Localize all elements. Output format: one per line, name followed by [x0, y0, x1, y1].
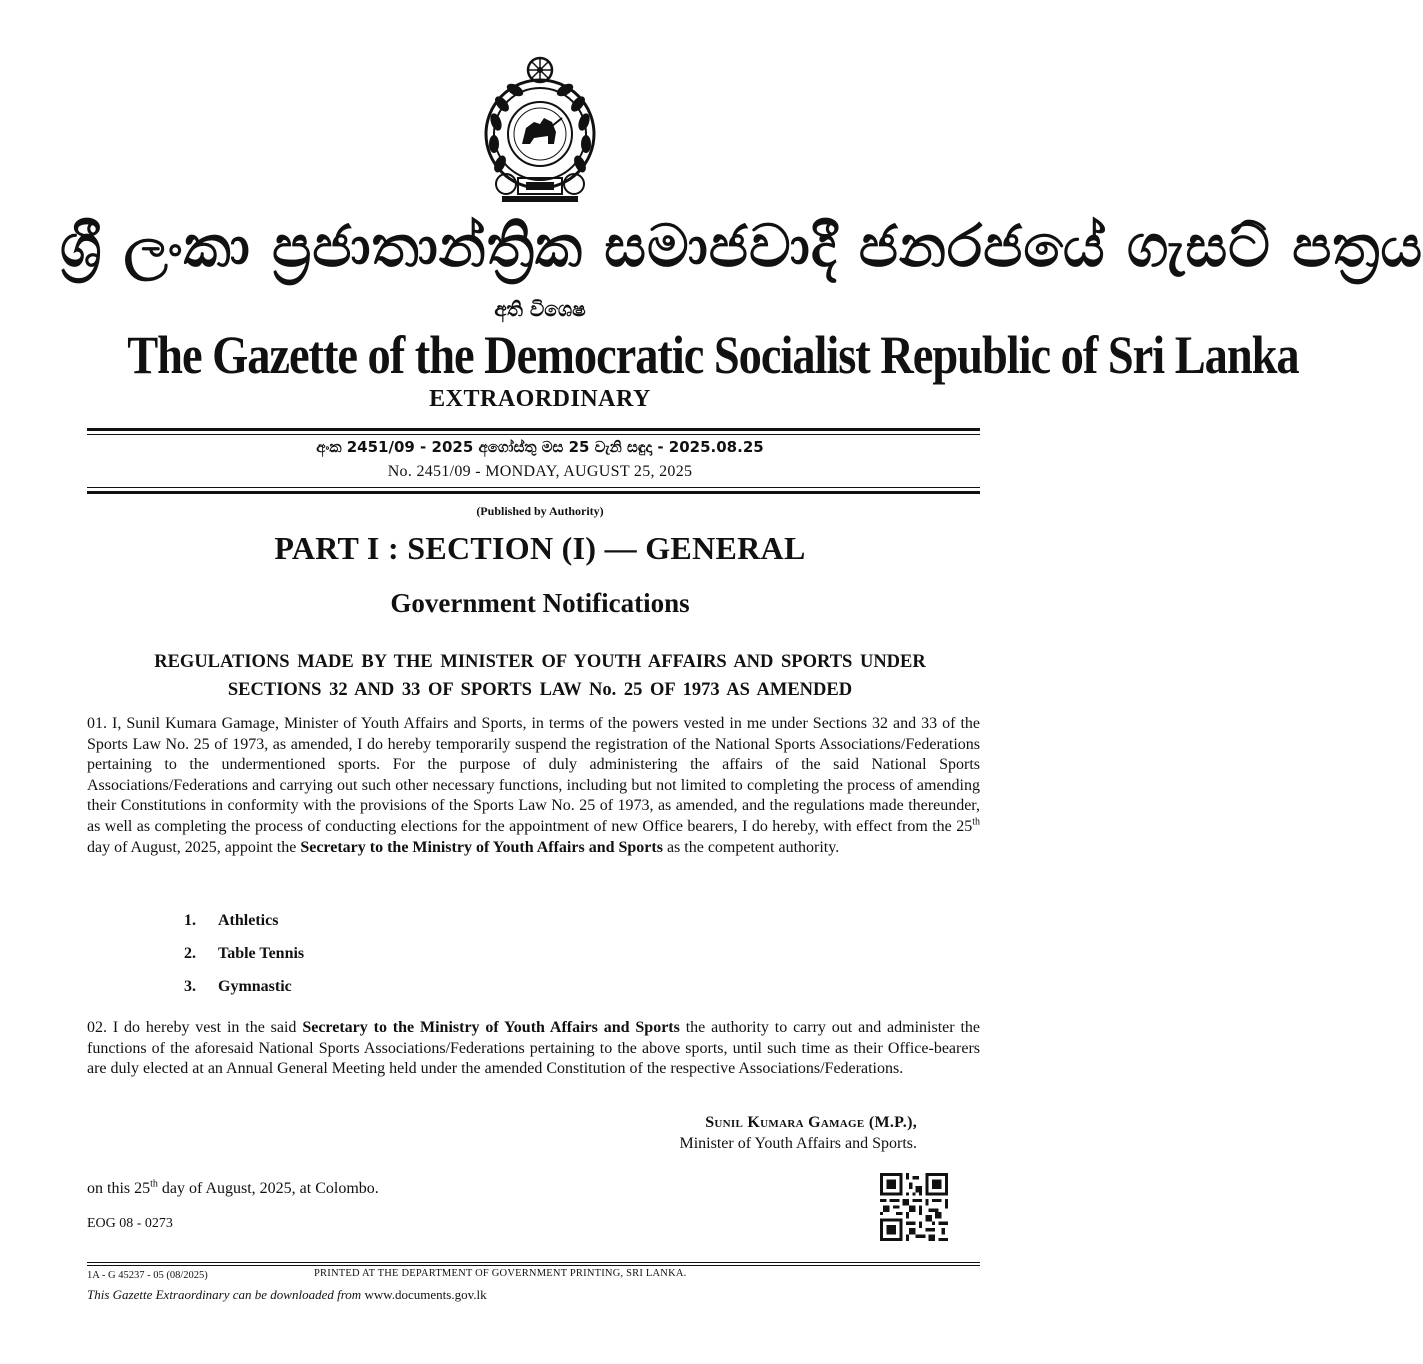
competent-authority: Secretary to the Ministry of Youth Affairs and Sports	[300, 838, 663, 856]
list-item-sport: Athletics	[218, 912, 279, 929]
part-heading: PART I : SECTION (I) — GENERAL	[274, 530, 806, 566]
paragraph-02	[87, 1018, 980, 1080]
issue-line-sinhala: අංක 2451/09 - 2025 අගෝස්තු මස 25 වැනි සඳුදා - 2025.08.25	[316, 438, 764, 456]
list-item-sport: Table Tennis	[218, 945, 305, 962]
regulations-title-line-2: SECTIONS 32 AND 33 OF SPORTS LAW No. 25 OF 1973 AS AMENDED	[227, 680, 853, 700]
download-notice	[87, 1287, 487, 1303]
paragraph-01	[87, 714, 980, 858]
list-item	[184, 908, 304, 941]
section-subheading: Government Notifications	[390, 588, 690, 618]
signatory-name: Sunil Kumara Gamage (M.P.),	[705, 1114, 917, 1131]
paragraph-02-text: 02. I do hereby vest in the said	[87, 1019, 303, 1036]
footer-divider	[87, 1265, 980, 1266]
published-by-authority: (Published by Authority)	[476, 504, 604, 518]
footer-divider-thin	[87, 1262, 980, 1263]
paragraph-02-text-cont: the authority to carry out and administer the functions of the aforesaid National Sports Associations/Federations pertaining to the above sports, until such time as their Office-bearers are duly elected at an Annual General Meeting held under the amended Constitution of the respective Associations/Federations.	[87, 1019, 981, 1078]
list-item-number: 1.	[184, 912, 196, 929]
header-divider	[87, 428, 980, 431]
paragraph-01-text-cont: day of August, 2025, appoint the	[87, 838, 301, 856]
header-divider-thin	[87, 434, 980, 435]
print-code: 1A - G 45237 - 05 (08/2025)	[87, 1270, 208, 1281]
ordinal-suffix: th	[972, 816, 980, 828]
ordinal-suffix: th	[150, 1178, 158, 1190]
paragraph-01-text: 01. I, Sunil Kumara Gamage, Minister of Youth Affairs and Sports, in terms of the powers vested in me under Sections 32 and 33 of the Sports Law No. 25 of 1973, as amended, I do hereby temporarily suspend the registration of the National Sports Associations/Federations pertaining to the undermentioned sports. For the purpose of duly administering the affairs of the said National Sports Associations/Federations and carrying out such other necessary functions, including but not limited to completing the process of amending their Constitutions in conformity with the provisions of the Sports Law No. 25 of 1973, as amended, and the regulations made thereunder, as well as completing the process of conducting elections for the appointment of new Office bearers, I do hereby, with effect from the 25	[87, 715, 980, 835]
list-item	[184, 974, 304, 1007]
printer-notice: PRINTED AT THE DEPARTMENT OF GOVERNMENT PRINTING, SRI LANKA.	[314, 1268, 687, 1279]
list-item-sport: Gymnastic	[218, 978, 292, 995]
dateline	[87, 1180, 379, 1198]
dateline-text-cont: day of August, 2025, at Colombo.	[157, 1180, 379, 1197]
paragraph-01-text-end: as the competent authority.	[662, 838, 840, 856]
signature-block	[600, 1112, 917, 1154]
issue-line-english: No. 2451/09 - MONDAY, AUGUST 25, 2025	[387, 463, 693, 480]
download-notice-text: This Gazette Extraordinary can be downloaded from	[87, 1287, 362, 1302]
list-item	[184, 941, 304, 974]
extraordinary-label: EXTRAORDINARY	[429, 386, 651, 412]
sri-lanka-emblem-icon	[482, 52, 598, 204]
extraordinary-label-sinhala: අති විශෙෂ	[494, 297, 586, 321]
reference-number: EOG 08 - 0273	[87, 1216, 173, 1231]
signatory-title: Minister of Youth Affairs and Sports.	[679, 1135, 917, 1152]
qr-code-icon	[880, 1173, 948, 1241]
list-item-number: 3.	[184, 978, 196, 995]
gazette-title-sinhala: ශ්‍රී ලංකා ප්‍රජාතාන්ත්‍රික සමාජවාදී ජනරජයේ ගැසට් පත්‍රය	[60, 212, 1423, 280]
regulations-title	[100, 648, 980, 704]
vested-authority: Secretary to the Ministry of Youth Affairs and Sports	[302, 1019, 680, 1036]
issue-divider	[87, 491, 980, 494]
list-item-number: 2.	[184, 945, 196, 962]
download-link[interactable]: www.documents.gov.lk	[361, 1287, 487, 1302]
issue-divider-thin	[87, 487, 980, 488]
dateline-text: on this 25	[87, 1180, 151, 1197]
gazette-title-english: The Gazette of the Democratic Socialist Republic of Sri Lanka	[127, 325, 1299, 385]
sports-list	[184, 908, 304, 1007]
regulations-title-line-1: REGULATIONS MADE BY THE MINISTER OF YOUTH AFFAIRS AND SPORTS UNDER	[154, 652, 926, 672]
